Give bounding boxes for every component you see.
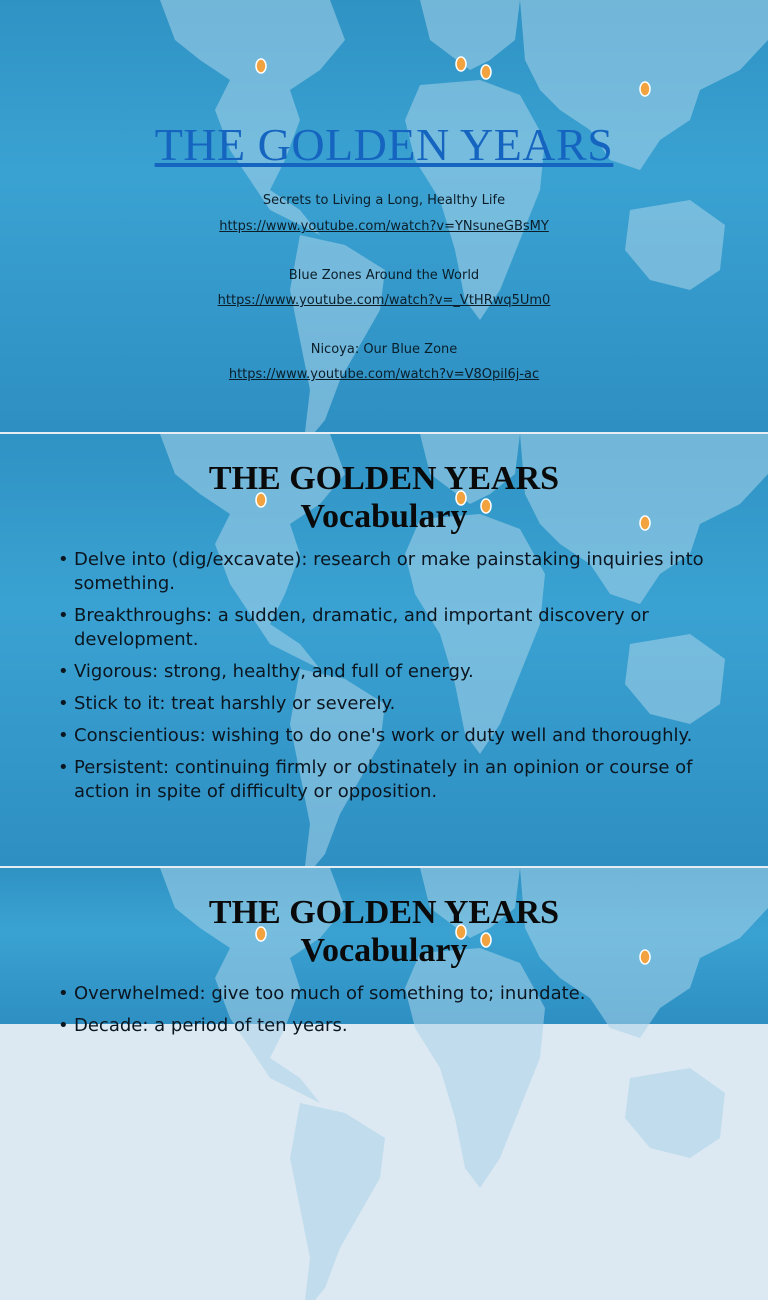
- slide-title: THE GOLDEN YEARS: [154, 119, 614, 170]
- slide-title: THE GOLDEN YEARS: [208, 460, 560, 497]
- continent-shape: [290, 1103, 385, 1300]
- vocab-item: [58, 548, 718, 596]
- slide-links: [0, 0, 768, 432]
- slide-vocabulary-1: [0, 434, 768, 866]
- bullet-icon: •: [58, 605, 69, 626]
- bullet-icon: •: [58, 549, 69, 570]
- vocab-item: [58, 660, 718, 684]
- continent-shape: [625, 1068, 725, 1158]
- slide-title: THE GOLDEN YEARS: [208, 894, 560, 931]
- continent-shape: [290, 235, 385, 432]
- bullet-icon: •: [58, 725, 69, 746]
- video-caption: Nicoya: Our Blue Zone: [310, 342, 458, 357]
- vocab-text: Vigorous: strong, healthy, and full of energy.: [74, 661, 474, 682]
- location-marker-icon: [256, 59, 266, 73]
- video-link[interactable]: https://www.youtube.com/watch?v=YNsuneGBsMY: [219, 219, 549, 234]
- video-link[interactable]: https://www.youtube.com/watch?v=V8Opil6j-ac: [228, 367, 540, 382]
- video-link[interactable]: https://www.youtube.com/watch?v=_VtHRwq5Um0: [217, 293, 551, 308]
- vocab-text: Breakthroughs: a sudden, dramatic, and important discovery or development.: [74, 605, 649, 650]
- video-caption: Blue Zones Around the World: [288, 268, 480, 283]
- vocab-text: Delve into (dig/excavate): research or make painstaking inquiries into something.: [74, 549, 704, 594]
- bullet-icon: •: [58, 693, 69, 714]
- vocab-item: [58, 724, 718, 748]
- vocab-text: Stick to it: treat harshly or severely.: [74, 693, 396, 714]
- slide-vocabulary-2: [0, 868, 768, 1036]
- bullet-icon: •: [58, 983, 69, 1004]
- vocab-item: [58, 604, 718, 652]
- vocab-item: [58, 982, 718, 1006]
- vocabulary-list: [58, 982, 718, 1046]
- vocab-text: Persistent: continuing firmly or obstinately in an opinion or course of action in spite of difficulty or opposition.: [74, 757, 693, 802]
- vocab-item: [58, 1014, 718, 1038]
- location-marker-icon: [481, 65, 491, 79]
- vocab-text: Decade: a period of ten years.: [74, 1015, 348, 1036]
- vocab-text: Conscientious: wishing to do one's work or duty well and thoroughly.: [74, 725, 693, 746]
- slide-subtitle: Vocabulary: [300, 932, 468, 969]
- slide-subtitle: Vocabulary: [300, 498, 468, 535]
- vocab-item: [58, 692, 718, 716]
- vocabulary-list: [58, 548, 718, 812]
- bullet-icon: •: [58, 1015, 69, 1036]
- location-marker-icon: [456, 57, 466, 71]
- vocab-text: Overwhelmed: give too much of something to; inundate.: [74, 983, 586, 1004]
- location-marker-icon: [640, 82, 650, 96]
- video-caption: Secrets to Living a Long, Healthy Life: [262, 193, 506, 208]
- bullet-icon: •: [58, 661, 69, 682]
- bullet-icon: •: [58, 757, 69, 778]
- vocab-item: [58, 756, 718, 804]
- continent-shape: [420, 0, 520, 70]
